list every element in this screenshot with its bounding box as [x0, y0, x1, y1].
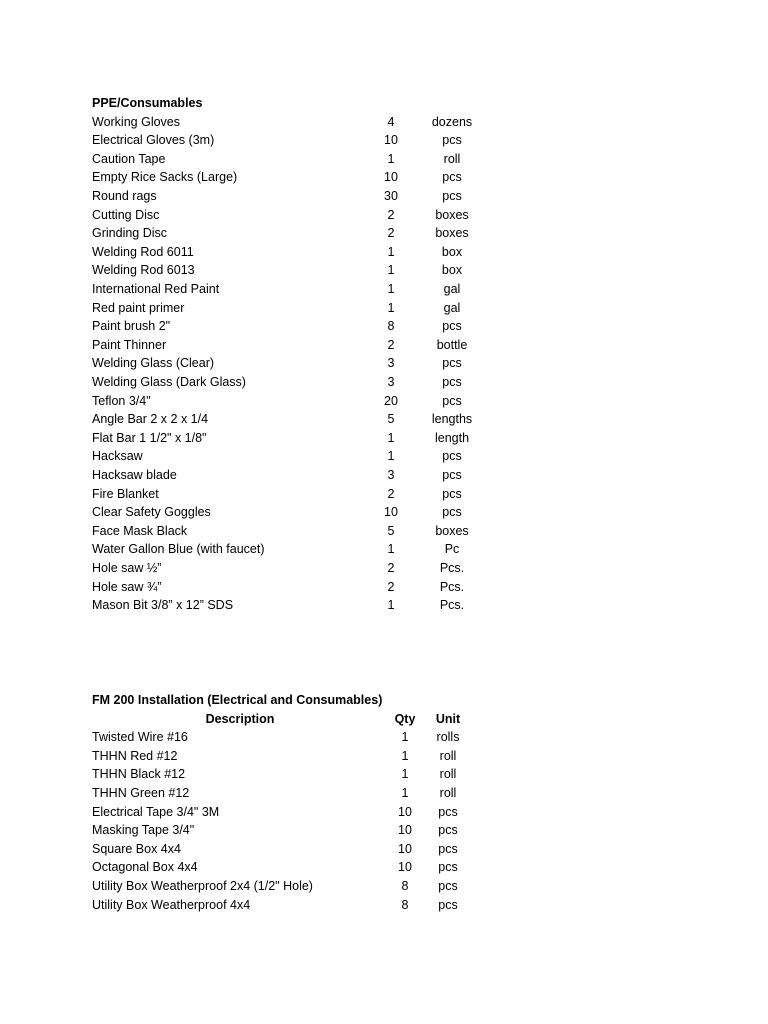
list-item: [0, 522, 768, 541]
section-title-row: [0, 94, 768, 113]
section-title-row: [0, 691, 768, 710]
item-name: Electrical Gloves (3m): [92, 133, 215, 148]
list-item: [0, 466, 768, 485]
item-name: Grinding Disc: [92, 226, 168, 241]
list-item: [0, 168, 768, 187]
item-qty: 2: [387, 486, 395, 501]
item-unit: roll: [443, 151, 461, 166]
item-name: Welding Glass (Dark Glass): [92, 375, 246, 389]
item-unit: box: [441, 244, 463, 259]
item-qty: 10: [398, 804, 412, 819]
item-qty: 10: [398, 841, 412, 856]
list-item: [0, 803, 768, 822]
item-qty: 10: [398, 823, 412, 838]
item-name: Hacksaw blade: [92, 468, 177, 482]
item-unit: pcs: [442, 133, 462, 148]
item-qty: 1: [401, 748, 409, 763]
list-item: [0, 728, 768, 747]
item-name: Clear Safety Goggles: [92, 505, 211, 520]
item-qty: 1: [387, 263, 395, 278]
item-qty: 10: [384, 170, 398, 185]
list-item: [0, 559, 768, 578]
list-item: [0, 784, 768, 803]
item-name: Square Box 4x4: [92, 841, 181, 856]
item-qty: 10: [398, 860, 412, 875]
item-unit: pcs: [438, 823, 458, 838]
item-name: Teflon 3/4": [92, 393, 151, 408]
table-header-row: [0, 710, 768, 729]
item-name: Hole saw ¾”: [92, 579, 162, 594]
item-unit: Pc: [444, 542, 460, 557]
item-unit: pcs: [442, 393, 462, 408]
list-item: [0, 280, 768, 299]
item-name: Paint Thinner: [92, 337, 167, 352]
list-item: [0, 410, 768, 429]
item-name: Hacksaw: [92, 449, 143, 464]
item-unit: Pcs.: [439, 561, 465, 575]
item-unit: pcs: [442, 449, 462, 464]
list-item: [0, 485, 768, 504]
list-item: [0, 187, 768, 206]
item-name: Paint brush 2": [92, 319, 171, 334]
list-item: [0, 747, 768, 766]
list-item: [0, 858, 768, 877]
item-name: THHN Red #12: [92, 748, 178, 763]
item-qty: 2: [387, 337, 395, 352]
item-name: Water Gallon Blue (with faucet): [92, 542, 265, 557]
item-name: Masking Tape 3/4": [92, 823, 195, 838]
item-qty: 8: [401, 897, 409, 912]
item-qty: 8: [387, 319, 395, 334]
item-qty: 30: [384, 189, 398, 203]
list-item: [0, 131, 768, 150]
item-qty: 2: [387, 226, 395, 241]
list-item: [0, 243, 768, 262]
item-unit: boxes: [435, 226, 469, 241]
list-item: [0, 578, 768, 597]
item-qty: 5: [387, 412, 395, 427]
column-header-qty: Qty: [394, 711, 416, 726]
item-unit: pcs: [442, 170, 462, 185]
item-qty: 2: [387, 579, 395, 594]
list-item: [0, 354, 768, 373]
item-name: Red paint primer: [92, 300, 185, 315]
item-name: Welding Rod 6013: [92, 263, 195, 278]
section-title: FM 200 Installation (Electrical and Consumables): [92, 693, 383, 707]
list-item: [0, 392, 768, 411]
item-name: Empty Rice Sacks (Large): [92, 170, 238, 185]
list-item: [0, 596, 768, 615]
item-unit: rolls: [436, 730, 460, 745]
item-qty: 2: [387, 207, 395, 222]
item-qty: 1: [401, 767, 409, 782]
item-unit: pcs: [442, 505, 462, 520]
item-name: Welding Glass (Clear): [92, 356, 215, 371]
item-unit: gal: [443, 282, 461, 296]
list-item: [0, 503, 768, 522]
item-name: Cutting Disc: [92, 207, 160, 222]
item-qty: 10: [384, 505, 398, 520]
item-unit: boxes: [435, 207, 469, 222]
item-name: Angle Bar 2 x 2 x 1/4: [92, 412, 209, 427]
list-item: [0, 150, 768, 169]
item-name: International Red Paint: [92, 282, 220, 296]
list-item: [0, 540, 768, 559]
item-name: Flat Bar 1 1/2" x 1/8": [92, 430, 207, 445]
item-unit: pcs: [442, 486, 462, 501]
item-unit: pcs: [438, 897, 458, 912]
item-qty: 2: [387, 561, 395, 575]
list-item: [0, 840, 768, 859]
section-title: PPE/Consumables: [92, 96, 203, 110]
item-qty: 3: [387, 356, 395, 371]
item-qty: 3: [387, 375, 395, 389]
list-item: [0, 373, 768, 392]
item-name: Utility Box Weatherproof 2x4 (1/2" Hole): [92, 879, 313, 893]
item-name: Face Mask Black: [92, 523, 188, 538]
item-qty: 1: [387, 244, 395, 259]
item-qty: 1: [401, 730, 409, 745]
item-unit: roll: [439, 748, 457, 763]
item-unit: pcs: [442, 375, 462, 389]
item-name: Octagonal Box 4x4: [92, 860, 198, 875]
item-name: THHN Green #12: [92, 786, 190, 800]
list-item: [0, 206, 768, 225]
item-qty: 4: [387, 114, 395, 129]
item-name: Working Gloves: [92, 114, 180, 129]
item-unit: pcs: [438, 860, 458, 875]
item-unit: length: [434, 430, 470, 445]
list-item: [0, 299, 768, 318]
item-unit: pcs: [442, 189, 462, 203]
item-name: Hole saw ½”: [92, 561, 162, 575]
column-header-description: Description: [205, 711, 275, 726]
column-header-unit: Unit: [435, 711, 461, 726]
item-name: Utility Box Weatherproof 4x4: [92, 897, 251, 912]
item-qty: 1: [387, 300, 395, 315]
item-name: Electrical Tape 3/4" 3M: [92, 804, 220, 819]
item-unit: pcs: [442, 468, 462, 482]
item-qty: 1: [387, 449, 395, 464]
item-qty: 1: [387, 151, 395, 166]
item-unit: boxes: [435, 523, 469, 538]
item-qty: 10: [384, 133, 398, 148]
item-unit: pcs: [438, 841, 458, 856]
list-item: [0, 261, 768, 280]
list-item: [0, 336, 768, 355]
item-qty: 1: [387, 282, 395, 296]
item-name: Mason Bit 3/8” x 12” SDS: [92, 598, 234, 613]
item-unit: lengths: [431, 412, 473, 427]
item-unit: gal: [443, 300, 461, 315]
item-unit: pcs: [438, 879, 458, 893]
list-item: [0, 765, 768, 784]
item-name: Welding Rod 6011: [92, 244, 194, 259]
item-unit: pcs: [438, 804, 458, 819]
item-qty: 1: [387, 542, 395, 557]
item-name: Caution Tape: [92, 151, 166, 166]
item-unit: box: [441, 263, 463, 278]
list-item: [0, 317, 768, 336]
item-qty: 1: [387, 430, 395, 445]
list-item: [0, 821, 768, 840]
item-qty: 1: [401, 786, 409, 800]
item-unit: roll: [439, 786, 457, 800]
list-item: [0, 447, 768, 466]
list-item: [0, 113, 768, 132]
item-unit: pcs: [442, 356, 462, 371]
item-unit: dozens: [431, 114, 473, 129]
item-name: Fire Blanket: [92, 486, 159, 501]
item-qty: 8: [401, 879, 409, 893]
item-unit: bottle: [436, 337, 468, 352]
list-item: [0, 429, 768, 448]
list-item: [0, 224, 768, 243]
item-unit: Pcs.: [439, 579, 465, 594]
item-qty: 3: [387, 468, 395, 482]
item-name: Twisted Wire #16: [92, 730, 188, 745]
item-name: THHN Black #12: [92, 767, 186, 782]
item-name: Round rags: [92, 189, 157, 203]
item-unit: roll: [439, 767, 457, 782]
item-qty: 20: [384, 393, 398, 408]
list-item: [0, 896, 768, 915]
item-qty: 1: [387, 598, 395, 613]
item-unit: pcs: [442, 319, 462, 334]
list-item: [0, 877, 768, 896]
item-qty: 5: [387, 523, 395, 538]
item-unit: Pcs.: [439, 598, 465, 613]
